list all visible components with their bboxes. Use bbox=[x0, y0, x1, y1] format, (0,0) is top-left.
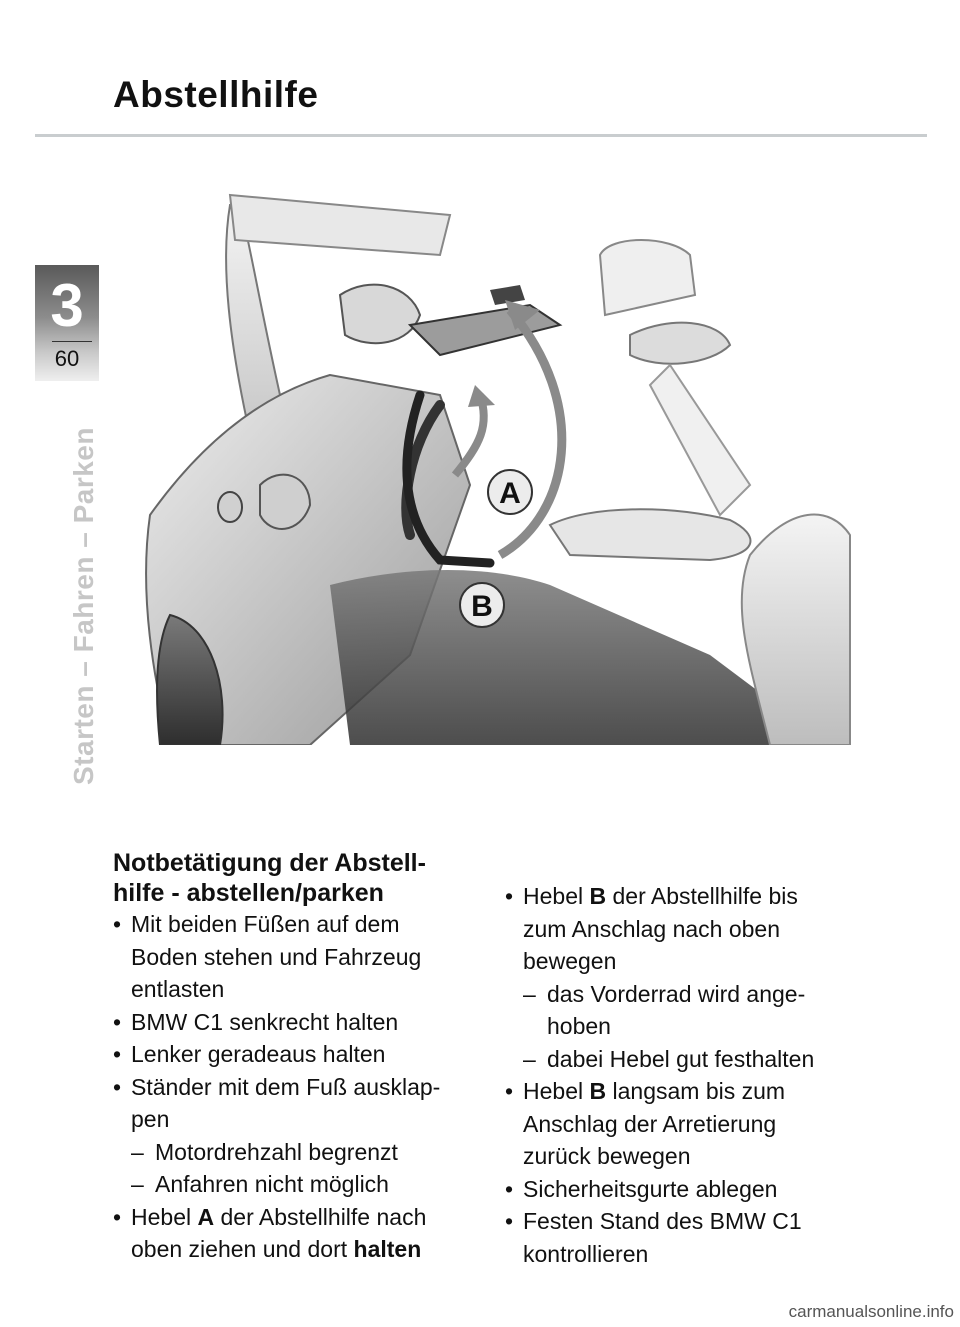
chapter-divider bbox=[52, 341, 92, 342]
header-divider bbox=[35, 134, 927, 137]
list-item: • Hebel A der Abstellhilfe nach oben ziehen und dort halten bbox=[113, 1201, 483, 1266]
list-item: • Mit beiden Füßen auf dem Boden stehen und Fahrzeug entlasten bbox=[113, 908, 483, 1006]
list-item: • Lenker geradeaus halten bbox=[113, 1038, 483, 1071]
sub-item: – dabei Hebel gut festhalten bbox=[505, 1043, 865, 1076]
watermark: carmanualsonline.info bbox=[788, 1302, 954, 1321]
list-item: • Hebel B der Abstellhilfe bis zum Anschlag nach oben bewegen bbox=[505, 880, 865, 978]
instructions-left bbox=[113, 848, 483, 1266]
figure-label-a: A bbox=[499, 477, 521, 510]
list-item: • Sicherheitsgurte ablegen bbox=[505, 1173, 865, 1206]
chapter-side-label: Starten – Fahren – Parken bbox=[68, 427, 99, 785]
list-item: • BMW C1 senkrecht halten bbox=[113, 1006, 483, 1039]
instructions-right bbox=[505, 880, 865, 1270]
list-item: • Ständer mit dem Fuß ausklap- pen bbox=[113, 1071, 483, 1136]
sub-item: – Motordrehzahl begrenzt bbox=[113, 1136, 483, 1169]
section-heading: Notbetätigung der Abstell- hilfe - abstellen/parken bbox=[113, 849, 426, 907]
page-title: Abstellhilfe bbox=[113, 74, 319, 115]
list-item: • Hebel B langsam bis zum Anschlag der Arretierung zurück bewegen bbox=[505, 1075, 865, 1173]
sub-item: – das Vorderrad wird ange- hoben bbox=[505, 978, 865, 1043]
list-item: • Festen Stand des BMW C1 kontrollieren bbox=[505, 1205, 865, 1270]
page-number: 60 bbox=[54, 346, 80, 371]
scooter-illustration bbox=[110, 185, 930, 745]
chapter-number: 3 bbox=[50, 272, 84, 339]
figure-label-b: B bbox=[471, 590, 493, 623]
sub-item: – Anfahren nicht möglich bbox=[113, 1168, 483, 1201]
